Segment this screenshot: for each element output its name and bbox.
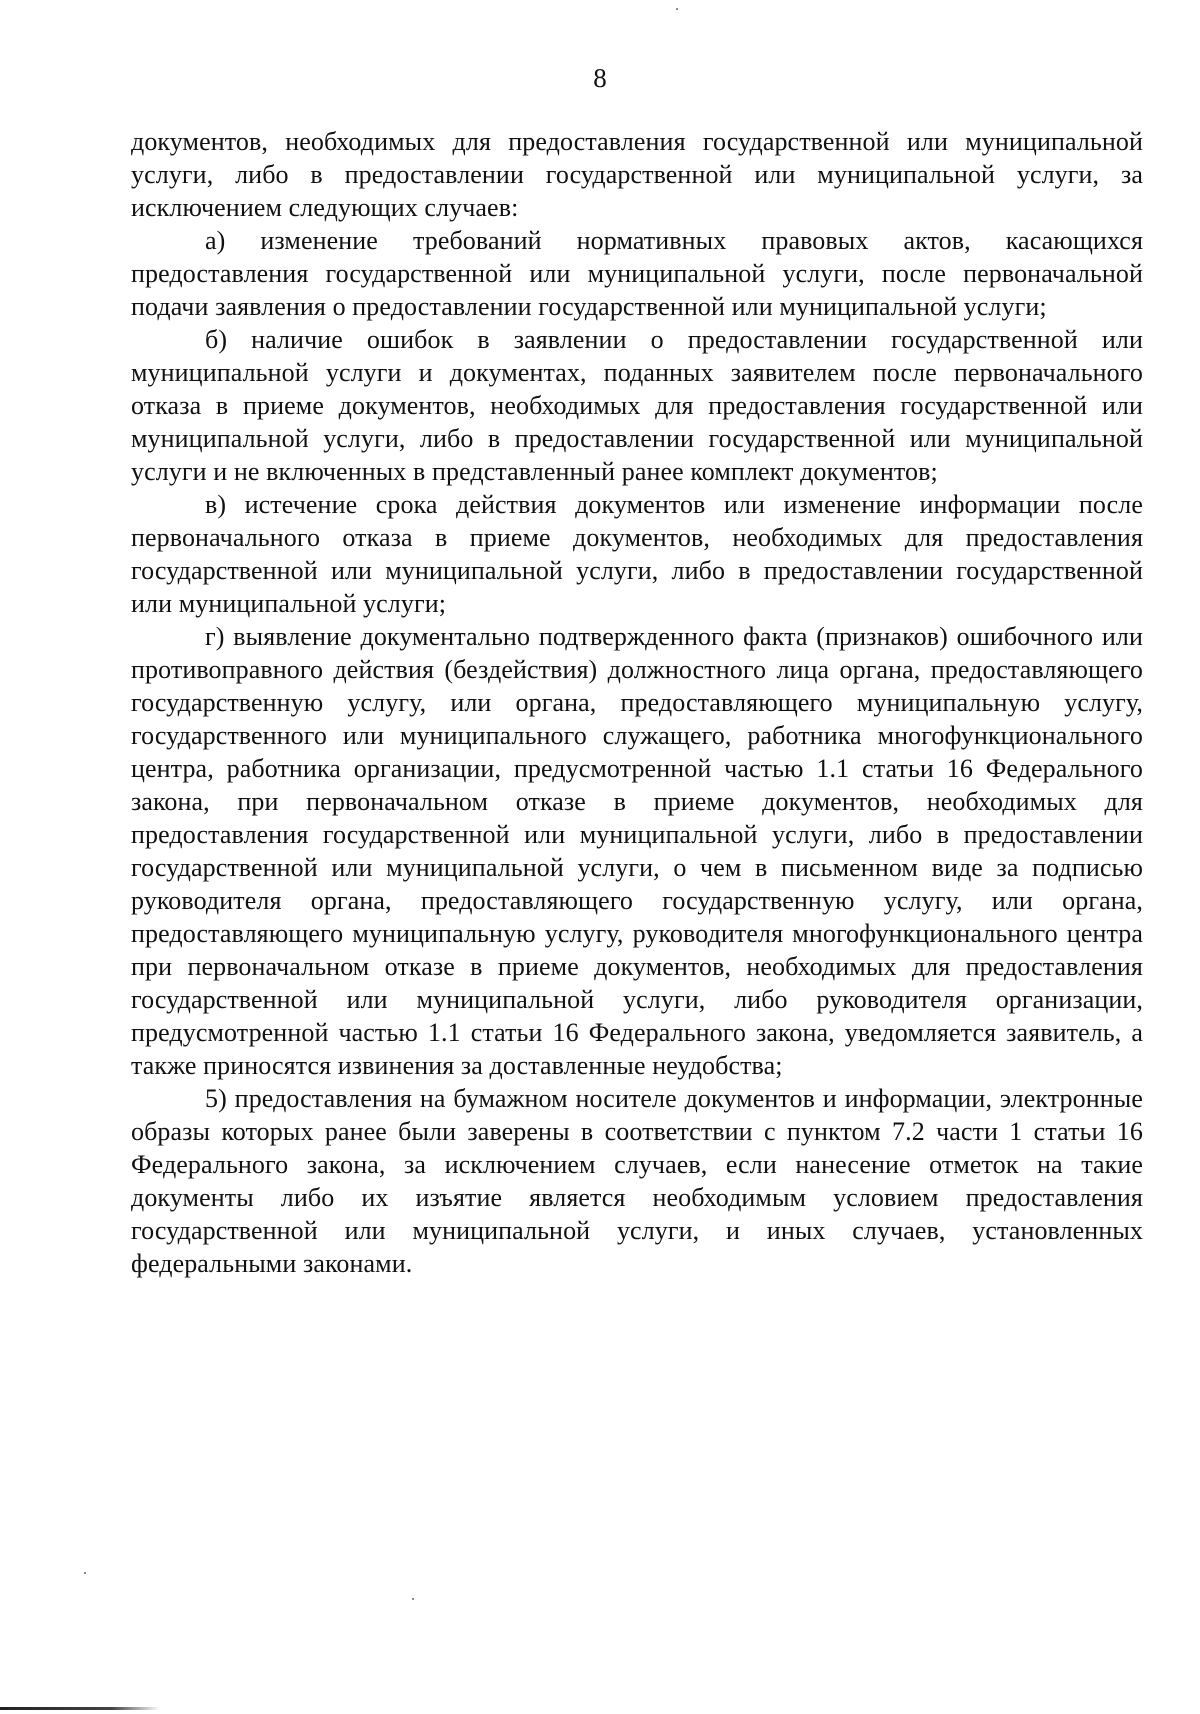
- scan-speck: [676, 8, 678, 10]
- paragraph-item-a: а) изменение требований нормативных правовых актов, касающихся предоставления государственной или муниципальной услуги, после первоначальной подачи заявления о предоставлении государственной или муниципальной услуги;: [131, 226, 1143, 321]
- scan-speck: [84, 1572, 86, 1574]
- paragraph-item-5: 5) предоставления на бумажном носителе документов и информации, электронные образы которых ранее были заверены в соответствии с пунктом 7.2 части 1 статьи 16 Федерального закона, за исключением случаев, если нанесение отметок на такие документы либо их изъятие является необходимым условием предоставления государственной или муниципальной услуги, и иных случаев, установленных федеральными законами.: [131, 1084, 1143, 1278]
- document-body: [131, 125, 1143, 1280]
- page-number: 8: [593, 63, 607, 93]
- paragraph-item-v: в) истечение срока действия документов или изменение информации после первоначального отказа в приеме документов, необходимых для предоставления государственной или муниципальной услуги, либо в предоставлении государственной или муниципальной услуги;: [131, 490, 1143, 618]
- scan-edge-mark: [0, 1707, 160, 1710]
- scan-speck: [412, 1598, 414, 1600]
- paragraph-item-b: б) наличие ошибок в заявлении о предоставлении государственной или муниципальной услуги и документах, поданных заявителем после первоначального отказа в приеме документов, необходимых для предоставления государственной или муниципальной услуги, либо в предоставлении государственной или муниципальной услуги и не включенных в представленный ранее комплект документов;: [131, 325, 1143, 486]
- paragraph-item-g: г) выявление документально подтвержденного факта (признаков) ошибочного или противоправного действия (бездействия) должностного лица органа, предоставляющего государственную услугу, или органа, предоставляющего муниципальную услугу, государственного или муниципального служащего, работника многофункционального центра, работника организации, предусмотренной частью 1.1 статьи 16 Федерального закона, при первоначальном отказе в приеме документов, необходимых для предоставления государственной или муниципальной услуги, либо в предоставлении государственной или муниципальной услуги, о чем в письменном виде за подписью руководителя органа, предоставляющего государственную услугу, или органа, предоставляющего муниципальную услугу, руководителя многофункционального центра при первоначальном отказе в приеме документов, необходимых для предоставления государственной или муниципальной услуги, либо руководителя организации, предусмотренной частью 1.1 статьи 16 Федерального закона, уведомляется заявитель, а также приносятся извинения за доставленные неудобства;: [131, 622, 1143, 1080]
- paragraph-continuation: документов, необходимых для предоставления государственной или муниципальной услуги, либо в предоставлении государственной или муниципальной услуги, за исключением следующих случаев:: [131, 127, 1143, 222]
